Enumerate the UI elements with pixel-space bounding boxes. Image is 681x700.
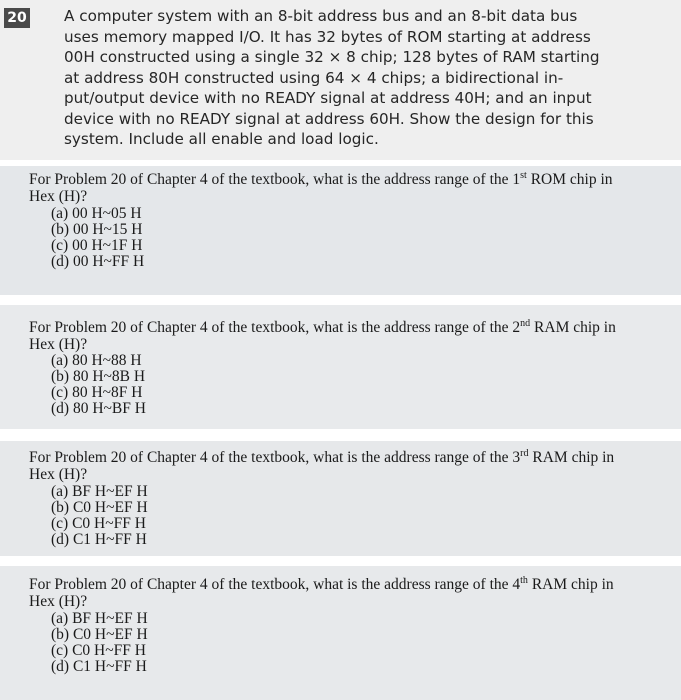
question-card-3 xyxy=(0,441,681,556)
answer-option-d[interactable]: (d) C1 H~FF H xyxy=(51,658,147,675)
answer-option-b[interactable]: (b) C0 H~EF H xyxy=(51,499,148,516)
problem-statement-panel xyxy=(0,0,681,160)
question-text-part: For Problem 20 of Chapter 4 of the textbook, what is the address range of the 3 xyxy=(29,449,521,466)
answer-option-c[interactable]: (c) 80 H~8F H xyxy=(51,384,143,401)
answer-options xyxy=(51,611,148,675)
ordinal-suffix: nd xyxy=(520,317,531,329)
question-card-4 xyxy=(0,566,681,700)
answer-options xyxy=(51,484,148,548)
answer-option-a[interactable]: (a) 00 H~05 H xyxy=(51,205,142,222)
answer-option-b[interactable]: (b) 00 H~15 H xyxy=(51,221,143,238)
answer-options xyxy=(51,353,146,417)
separator xyxy=(0,429,681,441)
answer-option-b[interactable]: (b) C0 H~EF H xyxy=(51,626,148,643)
separator xyxy=(0,556,681,566)
question-text-part: Hex (H)? xyxy=(29,336,88,353)
question-text xyxy=(29,171,677,205)
question-text-part: For Problem 20 of Chapter 4 of the textbook, what is the address range of the 4 xyxy=(29,576,521,593)
question-text-part: Hex (H)? xyxy=(29,188,88,205)
question-text xyxy=(29,449,677,483)
answer-option-b[interactable]: (b) 80 H~8B H xyxy=(51,368,146,385)
answer-option-c[interactable]: (c) C0 H~FF H xyxy=(51,642,146,659)
separator xyxy=(0,295,681,305)
question-text-part: RAM chip in xyxy=(530,319,616,336)
question-text-part: RAM chip in xyxy=(528,449,615,466)
question-text-part: Hex (H)? xyxy=(29,466,88,483)
ordinal-suffix: st xyxy=(520,169,527,181)
question-text-part: For Problem 20 of Chapter 4 of the textbook, what is the address range of the 2 xyxy=(29,319,521,336)
answer-option-c[interactable]: (c) C0 H~FF H xyxy=(51,515,146,532)
answer-option-a[interactable]: (a) 80 H~88 H xyxy=(51,352,142,369)
question-text-part: RAM chip in xyxy=(527,576,614,593)
question-text xyxy=(29,576,677,610)
answer-options xyxy=(51,206,144,270)
answer-option-a[interactable]: (a) BF H~EF H xyxy=(51,610,148,627)
answer-option-d[interactable]: (d) 80 H~BF H xyxy=(51,400,146,417)
problem-statement-text: A computer system with an 8-bit address bus and an 8-bit data bus uses memory mapped I/O. It has 32 bytes of ROM starting at address 00H constructed using a single 32 × 8 chip; 128 bytes of RAM starting at address 80H constructed using 64 × 4 chips; a bidirectional in- put/output device with no READY signal at address 40H; and an input device with no READY signal at address 60H. Show the design for this system. Include all enable and load logic. xyxy=(64,7,600,148)
ordinal-suffix: rd xyxy=(520,447,529,459)
ordinal-suffix: th xyxy=(520,574,528,586)
question-text-part: ROM chip in xyxy=(526,171,613,188)
answer-option-d[interactable]: (d) C1 H~FF H xyxy=(51,531,147,548)
problem-number-badge: 20 xyxy=(4,8,30,28)
question-card-2 xyxy=(0,305,681,429)
question-card-1 xyxy=(0,166,681,295)
question-text-part: Hex (H)? xyxy=(29,593,88,610)
answer-option-c[interactable]: (c) 00 H~1F H xyxy=(51,237,143,254)
answer-option-a[interactable]: (a) BF H~EF H xyxy=(51,483,148,500)
question-text-part: For Problem 20 of Chapter 4 of the textbook, what is the address range of the 1 xyxy=(29,171,521,188)
question-text xyxy=(29,319,677,353)
answer-option-d[interactable]: (d) 00 H~FF H xyxy=(51,253,145,270)
